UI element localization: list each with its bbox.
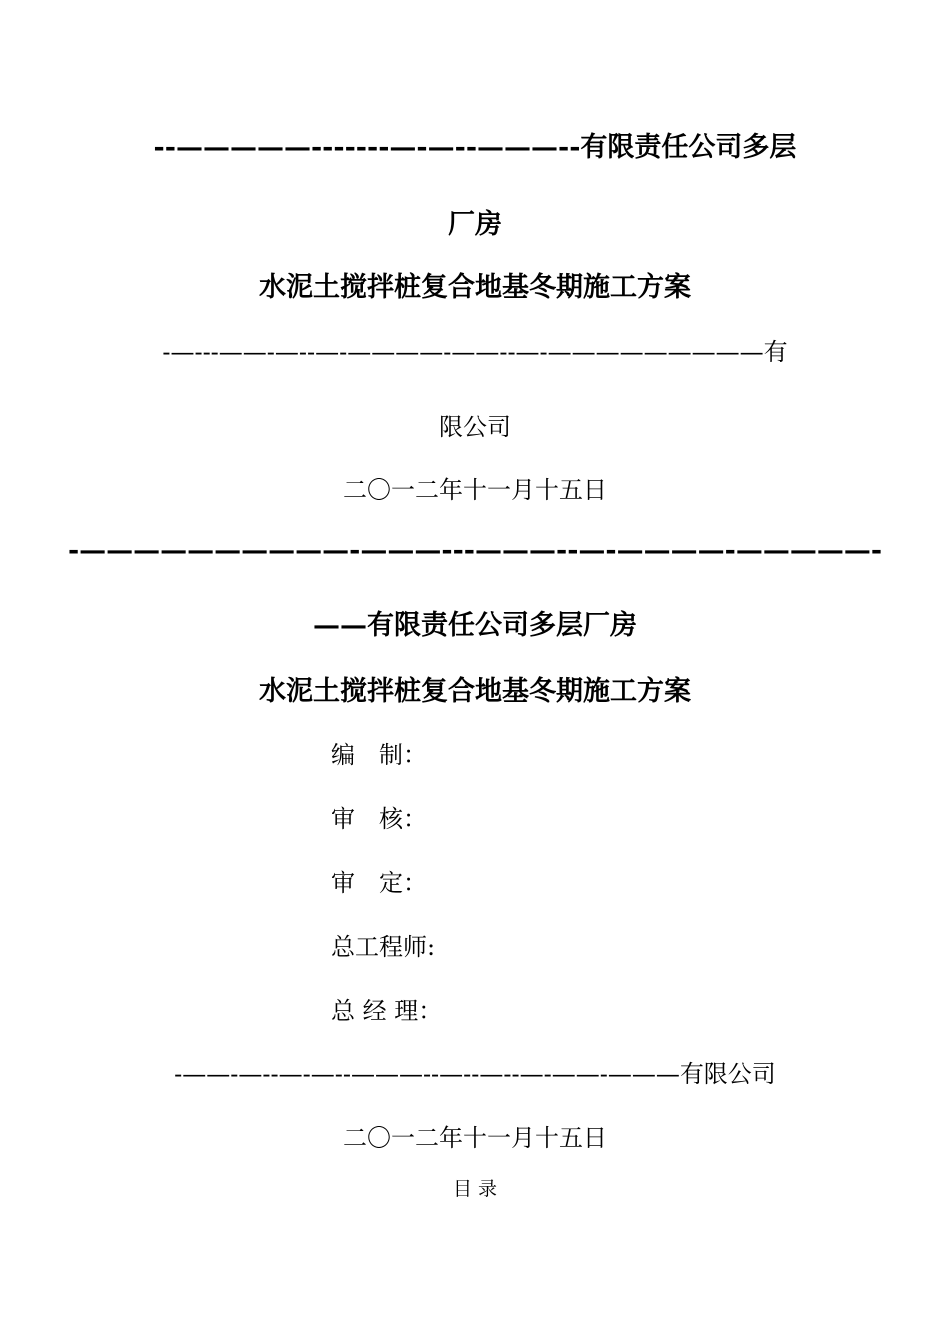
signature-chief-engineer: 总工程师: — [331, 933, 436, 961]
signature-general-manager: 总 经 理： — [331, 997, 443, 1025]
cover2-org: -——-—--—-—--———--—--—--—-——-———有限公司 — [174, 1060, 776, 1088]
cover-org-line1: -—---——-—--—-————-——--—-—————————有 — [162, 338, 788, 366]
signature-approver: 审 定： — [331, 869, 427, 897]
cover-title: 水泥土搅拌桩复合地基冬期施工方案 — [259, 272, 691, 303]
cover-org-line2: 限公司 — [439, 413, 511, 441]
cover-company-line2: 厂房 — [448, 209, 502, 240]
signature-compiler: 编 制： — [331, 741, 427, 769]
toc-heading: 目 录 — [452, 1178, 498, 1200]
cover-company-line1: --—————-------—-—--———--有限责任公司多层 — [153, 132, 797, 163]
cover2-date: 二〇一二年十一月十五日 — [343, 1124, 607, 1152]
cover2-company: ——有限责任公司多层厂房 — [313, 610, 637, 641]
cover2-title: 水泥土搅拌桩复合地基冬期施工方案 — [259, 676, 691, 707]
cover-date: 二〇一二年十一月十五日 — [343, 476, 607, 504]
cover2-dash-line: -——————————-———---———--—-————-—————- — [67, 535, 883, 566]
signature-reviewer: 审 核： — [331, 805, 427, 833]
